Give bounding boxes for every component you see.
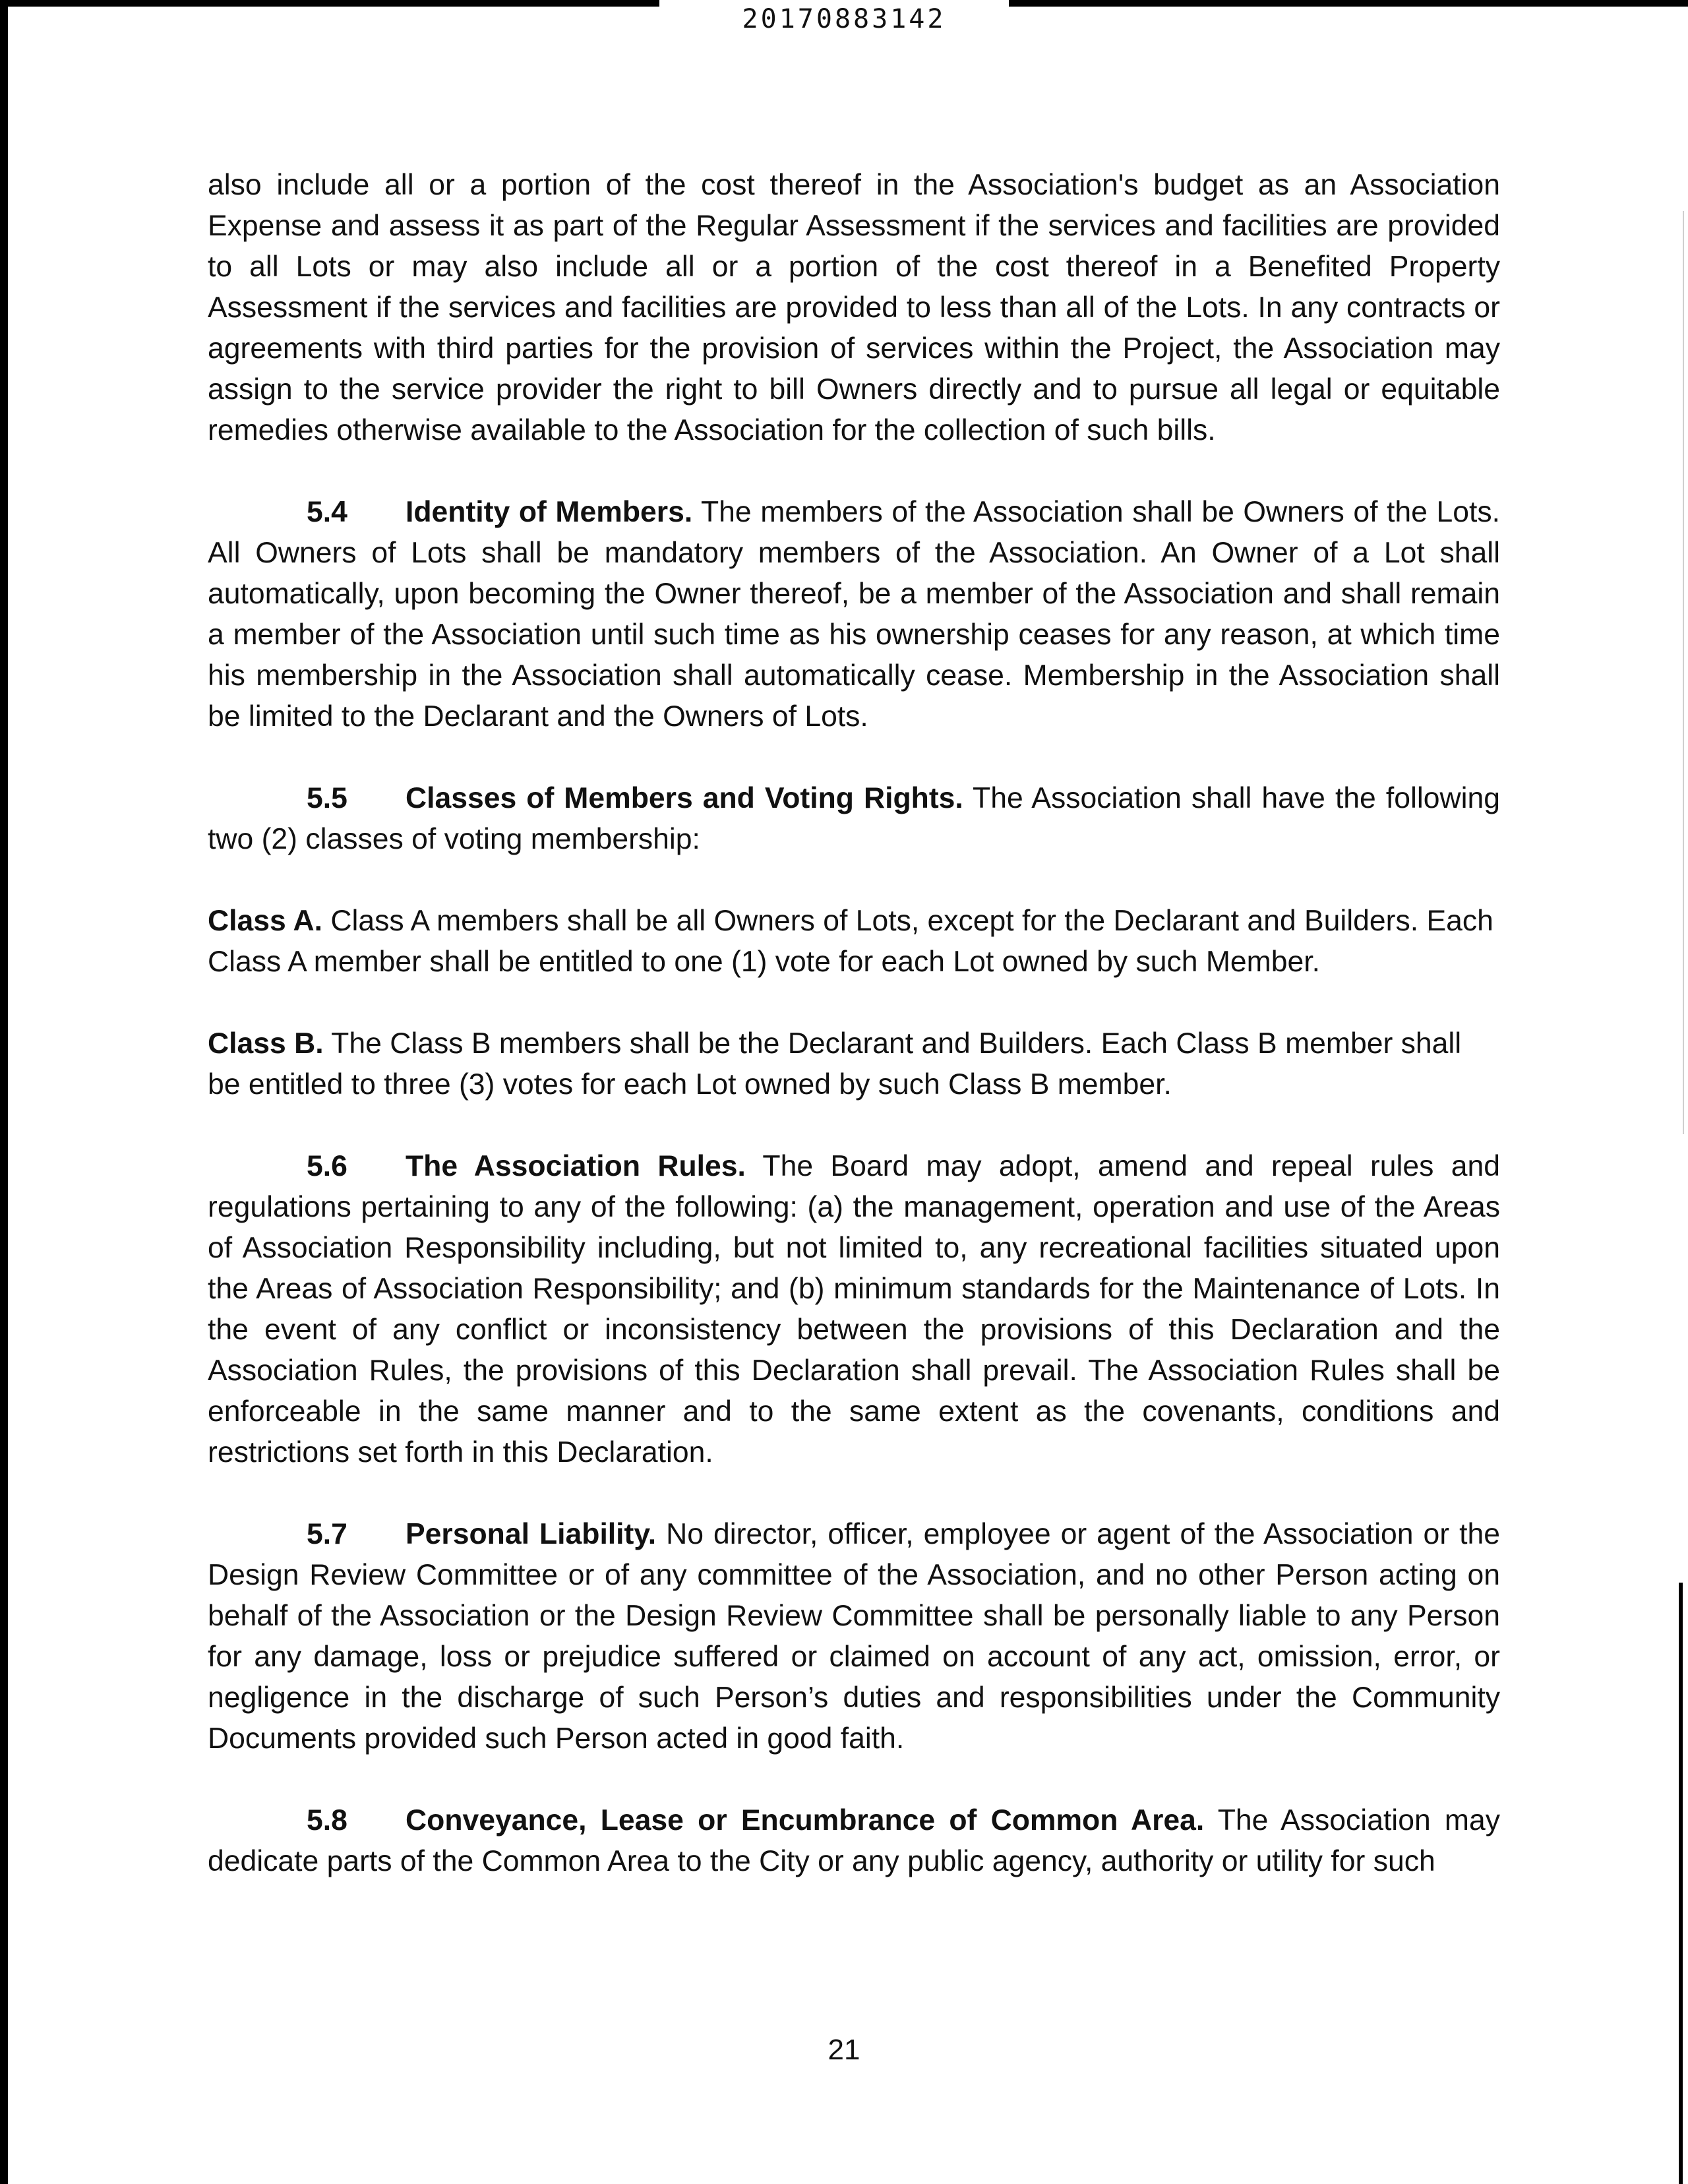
paragraph-continuation: also include all or a portion of the cost thereof in the Association's budget as an Association Expense and assess it as part of the Regular Assessment if the services and facilities are provided to all Lots or may also include all or a portion of the cost thereof in a Benefited Property Assessment if the services and facilities are provided to less than all of the Lots. In any contracts or agreements with third parties for the provision of services within the Project, the Association may assign to the service provider the right to bill Owners directly and to pursue all legal or equitable remedies otherwise available to the Association for the collection of such bills. bbox=[208, 169, 1500, 446]
section-5-5 bbox=[208, 778, 1500, 860]
section-heading: Classes of Members and Voting Rights. bbox=[406, 782, 963, 814]
class-heading: Class A. bbox=[208, 905, 322, 937]
section-number: 5.6 bbox=[307, 1150, 347, 1182]
class-a-block bbox=[208, 901, 1500, 983]
class-b-block bbox=[208, 1023, 1500, 1105]
section-number: 5.4 bbox=[307, 496, 347, 528]
class-text: The Class B members shall be the Declarant and Builders. Each Class B member shall be entitled to three (3) votes for each Lot owned by such Class B member. bbox=[208, 1027, 1462, 1101]
section-5-4 bbox=[208, 492, 1500, 737]
section-heading: Personal Liability. bbox=[406, 1518, 657, 1550]
document-number: 20170883142 bbox=[742, 4, 946, 34]
class-text: Class A members shall be all Owners of Lots, except for the Declarant and Builders. Each Class A member shall be entitled to one (1) vote for each Lot owned by such Member. bbox=[208, 905, 1493, 978]
section-text: The Board may adopt, amend and repeal rules and regulations pertaining to any of the following: (a) the management, operation and use of the Areas of Association Responsibility including, but not limited to, any recreational facilities situated upon the Areas of Association Responsibility; and (b) minimum standards for the Maintenance of Lots. In the event of any conflict or inconsistency between the provisions of this Declaration and the Association Rules, the provisions of this Declaration shall prevail. The Association Rules shall be enforceable in the same manner and to the same extent as the covenants, conditions and restrictions set forth in this Declaration. bbox=[208, 1150, 1500, 1469]
scan-right-edge bbox=[1679, 1583, 1683, 2184]
section-number: 5.7 bbox=[307, 1518, 347, 1550]
scan-left-edge bbox=[0, 0, 8, 2184]
section-number: 5.5 bbox=[307, 782, 347, 814]
section-text: The members of the Association shall be Owners of the Lots. All Owners of Lots shall be mandatory members of the Association. An Owner of a Lot shall automatically, upon becoming the Owner thereof, be a member of the Association and shall remain a member of the Association until such time as his ownership ceases for any reason, at which time his membership in the Association shall automatically cease. Membership in the Association shall be limited to the Declarant and the Owners of Lots. bbox=[208, 496, 1500, 733]
section-5-6 bbox=[208, 1146, 1500, 1473]
section-heading: Identity of Members. bbox=[406, 496, 693, 528]
section-text: The Association may dedicate parts of the Common Area to the City or any public agency, authority or utility for such bbox=[208, 1804, 1500, 1877]
page-body bbox=[208, 165, 1500, 1923]
section-5-8 bbox=[208, 1800, 1500, 1882]
section-5-7 bbox=[208, 1514, 1500, 1759]
class-heading: Class B. bbox=[208, 1027, 324, 1060]
section-heading: Conveyance, Lease or Encumbrance of Common Area. bbox=[406, 1804, 1205, 1836]
scan-right-shadow bbox=[1683, 211, 1684, 1134]
section-number: 5.8 bbox=[307, 1804, 347, 1836]
page-number: 21 bbox=[828, 2034, 860, 2066]
section-heading: The Association Rules. bbox=[406, 1150, 746, 1182]
section-text: The Association shall have the following two (2) classes of voting membership: bbox=[208, 782, 1500, 855]
section-text: No director, officer, employee or agent of the Association or the Design Review Committee or of any committee of the Association, and no other Person acting on behalf of the Association or the Design Review Committee shall be personally liable to any Person for any damage, loss or prejudice suffered or claimed on account of any act, omission, error, or negligence in the discharge of such Person’s duties and responsibilities under the Community Documents provided such Person acted in good faith. bbox=[208, 1518, 1500, 1755]
